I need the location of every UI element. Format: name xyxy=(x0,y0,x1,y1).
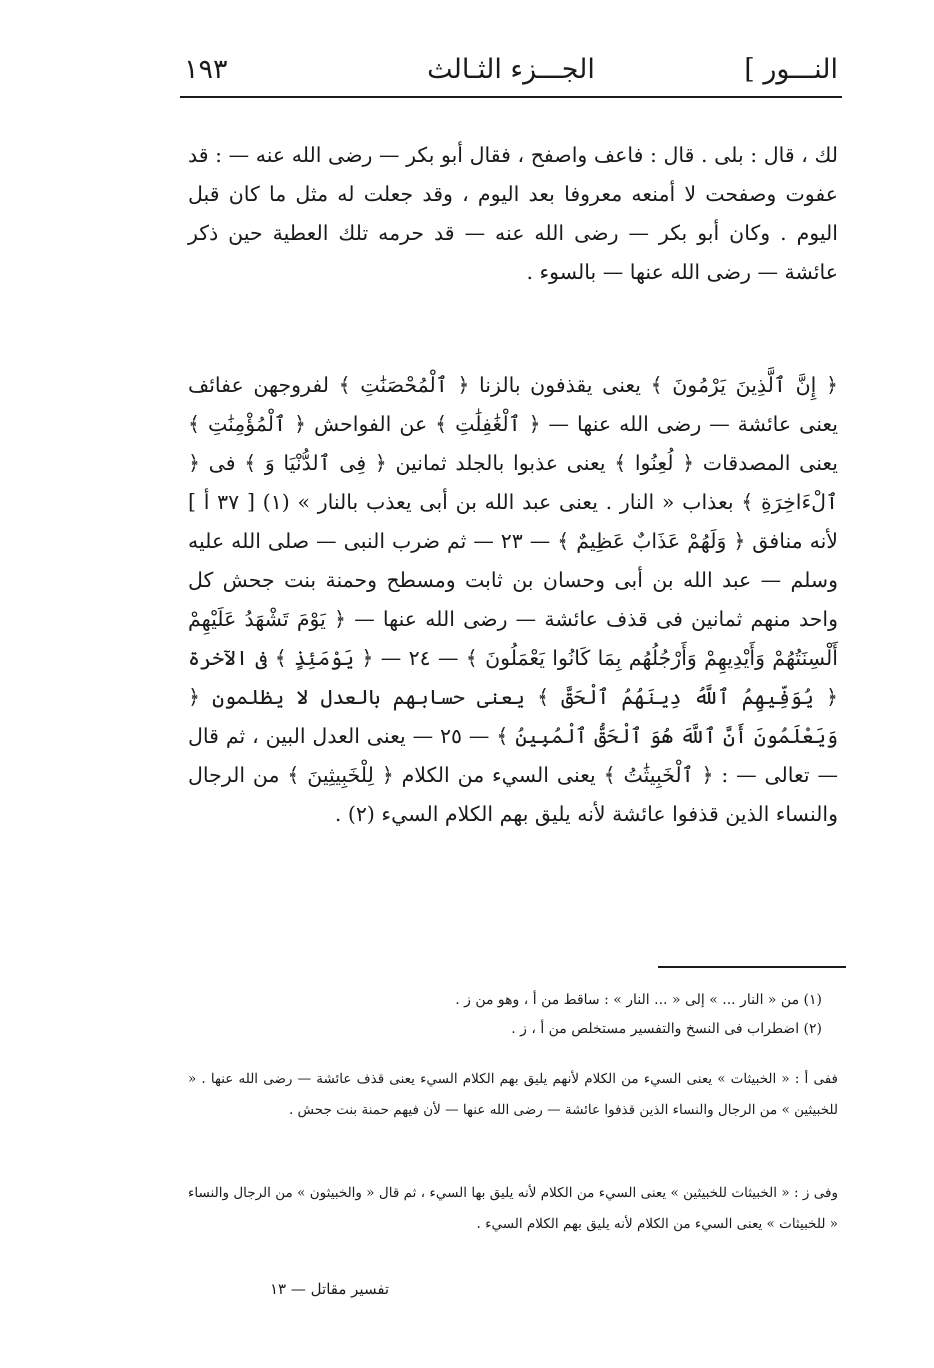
signature-line: تفسير مقاتل — ١٣ xyxy=(270,1280,390,1298)
paragraph-text: لك ، قال : بلى . قال : فاعف واصفح ، فقال أبو بكر — رضى الله عنه — : قد عفوت وصفحت لا أمنعه معروفا بعد اليوم ، وقد جعلت له مثل ما كان قبل اليوم . وكان أبو بكر — رضى الله عنه — قد حرمه تلك العطية حين ذكر عائشة — رضى الله عنها — بالسوء . xyxy=(188,143,838,284)
surah-title: النـــور ] xyxy=(744,54,838,85)
footnote-1: (١) من « النار ... » إلى « ... النار » : ساقط من أ ، وهو من ز . xyxy=(455,992,822,1008)
paragraph-text: ﴿ إِنَّ ٱلَّذِينَ يَرْمُونَ ﴾ يعنى يقذفون بالزنا ﴿ ٱلْمُحْصَنَٰتِ ﴾ لفروجهن عفائف يعنى عائشة — رضى الله عنها — ﴿ ٱلْغَٰفِلَٰتِ ﴾ عن الفواحش ﴿ ٱلْمُؤْمِنَٰتِ ﴾ يعنى المصدقات ﴿ لُعِنُوا ﴾ يعنى عذبوا بالجلد ثمانين ﴿ فِى ٱلدُّنْيَا وَ ﴾ فى ﴿ ٱلْءَاخِرَةِ ﴾ بعذاب « النار . يعنى عبد الله بن أبى يعذب بالنار » (١) [ ٣٧ أ ] لأنه منافق ﴿ وَلَهُمْ عَذَابٌ عَظِيمٌ ﴾ — ٢٣ — ثم ضرب النبى — صلى الله عليه وسلم — عبد الله بن أبى وحسان بن ثابت ومسطح وحمنة بنت جحش كل واحد منهم ثمانين فى قذف عائشة — رضى الله عنها — ﴿ يَوْمَ تَشْهَدُ عَلَيْهِمْ أَلْسِنَتُهُمْ وَأَيْدِيهِمْ وَأَرْجُلُهُم بِمَا كَانُوا يَعْمَلُونَ ﴾ — ٢٤ — ﴿ يَوْمَئِذٍ ﴾ فى الآخرة ﴿ يُوَفِّيهِمُ ٱللَّهُ دِينَهُمُ ٱلْحَقَّ ﴾ يعنى حسابهم بالعدل لا يظلمون ﴿ وَيَعْلَمُونَ أَنَّ ٱللَّهَ هُوَ ٱلْحَقُّ ٱلْمُبِينُ ﴾ — ٢٥ — يعنى العدل البين ، ثم قال — تعالى — : ﴿ ٱلْخَبِيثَٰتُ ﴾ يعنى السيء من الكلام ﴿ لِلْخَبِيثِينَ ﴾ من الرجال والنساء الذين قذفوا عائشة لأنه يليق بهم الكلام السيء (٢) . xyxy=(188,373,838,826)
footnote-2: (٢) اضطراب فى النسخ والتفسير مستخلص من أ ، ز . xyxy=(511,1021,822,1037)
note-text: ففى أ : « الخبيثات » يعنى السيء من الكلام لأنهم يليق بهم الكلام السيء يعنى قذف عائشة — رضى الله عنها . « للخبيثين » من الرجال والنساء الذين قذفوا عائشة — رضى الله عنها — لأن فيهم حمنة بنت جحش . xyxy=(188,1071,838,1118)
footnote-note-z xyxy=(188,1178,838,1240)
page-number: ١٩٣ xyxy=(184,54,228,85)
footnote-note-a xyxy=(188,1064,838,1126)
footnote-divider xyxy=(658,966,846,968)
body-paragraph-2 xyxy=(188,366,838,834)
part-title: الجـــزء الثـالث xyxy=(427,54,595,85)
footnotes xyxy=(230,986,822,1044)
body-paragraph-1 xyxy=(188,136,838,292)
note-text: وفى ز : « الخبيثات للخبيثين » يعنى السيء من الكلام لأنه يليق بها السيء ، ثم قال « والخبيثون » من الرجال والنساء « للخبيثات » يعنى السيء من الكلام لأنه يليق بهم الكلام السيء . xyxy=(188,1185,838,1232)
running-header xyxy=(180,50,842,98)
